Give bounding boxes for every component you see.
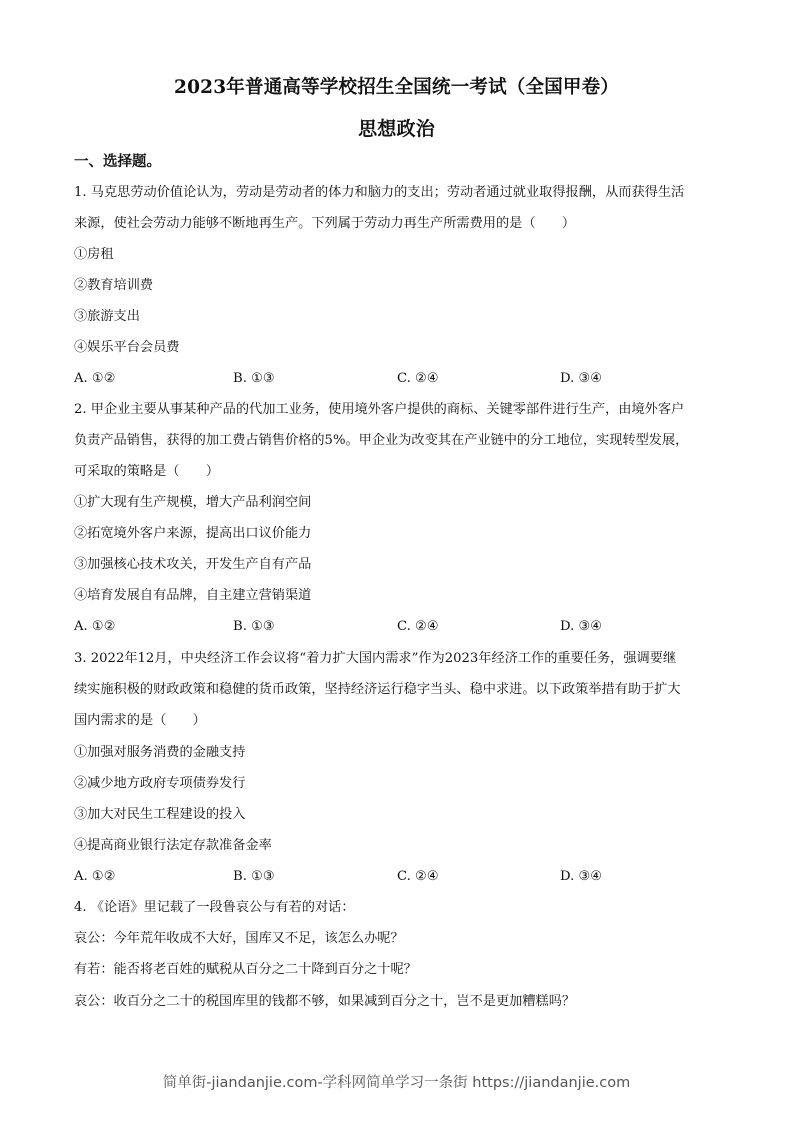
statement-item: ②教育培训费 bbox=[74, 278, 154, 293]
option-c: C. ②④ bbox=[397, 619, 439, 634]
footer-watermark: 简单街-jiandanjie.com-学科网简单学习一条街 https://jiandanjie.com bbox=[162, 1075, 631, 1091]
statement-item: ④娱乐平台会员费 bbox=[74, 340, 180, 355]
option-a: A. ①② bbox=[74, 371, 116, 386]
statement-item: ①扩大现有生产规模，增大产品利润空间 bbox=[74, 495, 312, 510]
subject-title: 思想政治 bbox=[358, 118, 435, 140]
option-a: A. ①② bbox=[74, 619, 116, 634]
option-d: D. ③④ bbox=[560, 869, 603, 884]
question-stem: 2. 甲企业主要从事某种产品的代加工业务，使用境外客户提供的商标、关键零部件进行生产，由境外客户 bbox=[74, 402, 685, 417]
question-stem: 4. 《论语》里记载了一段鲁哀公与有若的对话： bbox=[74, 900, 355, 915]
statement-item: ②减少地方政府专项债券发行 bbox=[74, 776, 246, 791]
option-c: C. ②④ bbox=[397, 371, 439, 386]
statement-item: ④培育发展自有品牌，自主建立营销渠道 bbox=[74, 588, 312, 603]
option-c: C. ②④ bbox=[397, 869, 439, 884]
statement-item: ③旅游支出 bbox=[74, 309, 140, 324]
statement-item: ①房租 bbox=[74, 247, 114, 262]
option-d: D. ③④ bbox=[560, 371, 603, 386]
option-b: B. ①③ bbox=[233, 869, 275, 884]
question-stem: 续实施积极的财政政策和稳健的货币政策，坚持经济运行稳字当头、稳中求进。以下政策举措有助于扩大 bbox=[74, 682, 681, 697]
question-stem: 国内需求的是（ ） bbox=[74, 713, 206, 728]
statement-item: ①加强对服务消费的金融支持 bbox=[74, 745, 246, 760]
question-stem: 3. 2022年12月，中央经济工作会议将“着力扩大国内需求”作为2023年经济工作的重要任务，强调要继 bbox=[74, 651, 677, 666]
exam-title: 2023年普通高等学校招生全国统一考试（全国甲卷） bbox=[174, 77, 619, 98]
option-d: D. ③④ bbox=[560, 619, 603, 634]
dialogue-line: 哀公：收百分之二十的税国库里的钱都不够，如果减到百分之十，岂不是更加糟糕吗？ bbox=[74, 994, 576, 1009]
question-stem: 负责产品销售，获得的加工费占销售价格的5%。甲企业为改变其在产业链中的分工地位，实现转型发展， bbox=[74, 433, 689, 448]
section-heading: 一、选择题。 bbox=[74, 153, 161, 170]
statement-item: ②拓宽境外客户来源，提高出口议价能力 bbox=[74, 526, 312, 541]
option-a: A. ①② bbox=[74, 869, 116, 884]
option-b: B. ①③ bbox=[233, 619, 275, 634]
dialogue-line: 有若：能否将老百姓的赋税从百分之二十降到百分之十呢？ bbox=[74, 962, 417, 977]
statement-item: ④提高商业银行法定存款准备金率 bbox=[74, 838, 272, 853]
dialogue-line: 哀公：今年荒年收成不大好，国库又不足，该怎么办呢？ bbox=[74, 931, 404, 946]
statement-item: ③加强核心技术攻关，开发生产自有产品 bbox=[74, 557, 312, 572]
statement-item: ③加大对民生工程建设的投入 bbox=[74, 807, 246, 822]
option-b: B. ①③ bbox=[233, 371, 275, 386]
question-stem: 可采取的策略是（ ） bbox=[74, 464, 220, 479]
question-stem: 来源，使社会劳动力能够不断地再生产。下列属于劳动力再生产所需费用的是（ ） bbox=[74, 216, 576, 231]
question-stem: 1. 马克思劳动价值论认为，劳动是劳动者的体力和脑力的支出；劳动者通过就业取得报酬，从而获得生活 bbox=[74, 185, 685, 200]
